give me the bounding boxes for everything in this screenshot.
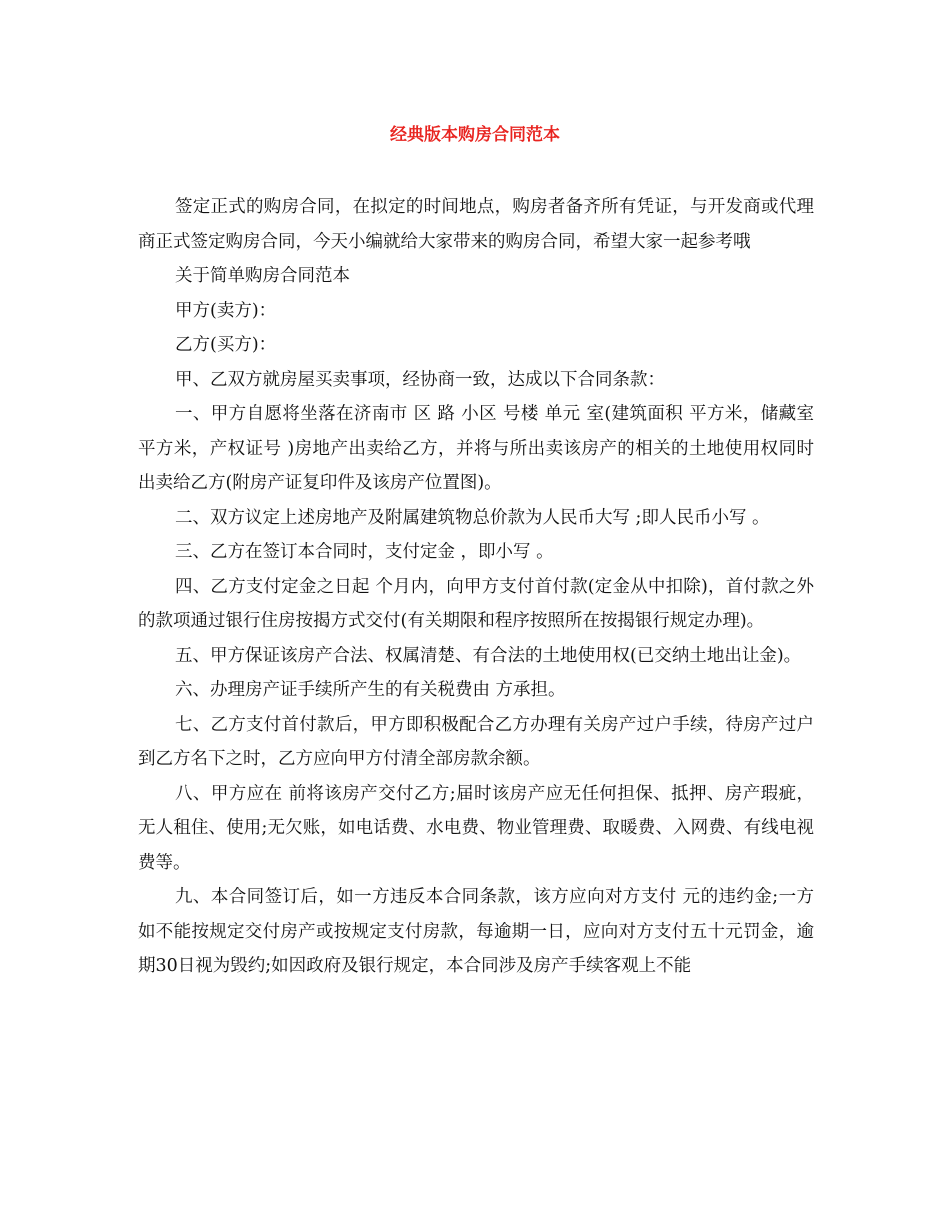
party-a-line: 甲方(卖方)： — [175, 300, 277, 321]
agreement-preamble: 甲、乙双方就房屋买卖事项，经协商一致，达成以下合同条款： — [175, 369, 665, 390]
clause-3: 三、乙方在签订本合同时，支付定金 ，即小写 。 — [175, 542, 554, 562]
intro-paragraph: 签定正式的购房合同，在拟定的时间地点，购房者备齐所有凭证，与开发商或代理商正式签定购房合同，今天小编就给大家带来的购房合同，希望大家一起参考哦 — [138, 197, 814, 252]
clause-1: 一、甲方自愿将坐落在济南市 区 路 小区 号楼 单元 室(建筑面积 平方米，储藏室 平方米，产权证号 )房地产出卖给乙方，并将与所出卖该房产的相关的土地使用权同时出卖给乙方(附房产证复印件及该房产位置图)。 — [138, 404, 820, 493]
clause-7: 七、乙方支付首付款后，甲方即积极配合乙方办理有关房产过户手续，待房产过户到乙方名下之时，乙方应向甲方付清全部房款余额。 — [138, 714, 814, 769]
document-body — [138, 190, 820, 984]
clause-6: 六、办理房产证手续所产生的有关税费由 方承担。 — [175, 680, 566, 700]
clause-5: 五、甲方保证该房产合法、权属清楚、有合法的土地使用权(已交纳土地出让金)。 — [175, 645, 802, 666]
section-heading: 关于简单购房合同范本 — [175, 266, 350, 286]
document-title: 经典版本购房合同范本 — [390, 125, 560, 145]
clause-4: 四、乙方支付定金之日起 个月内，向甲方支付首付款(定金从中扣除)，首付款之外的款项通过银行住房按揭方式交付(有关期限和程序按照所在按揭银行规定办理)。 — [138, 576, 814, 631]
party-b-line: 乙方(买方)： — [175, 335, 277, 355]
clause-2: 二、双方议定上述房地产及附属建筑物总价款为人民币大写 ;即人民币小写 。 — [175, 507, 770, 528]
clause-9: 九、本合同签订后，如一方违反本合同条款，该方应向对方支付 元的违约金;一方如不能按规定交付房产或按规定支付房款，每逾期一日，应向对方支付五十元罚金，逾期30日视为毁约;如因政府及银行规定，本合同涉及房产手续客观上不能 — [138, 887, 814, 976]
clause-8: 八、甲方应在 前将该房产交付乙方;届时该房产应无任何担保、抵押、房产瑕疵，无人租住、使用;无欠账，如电话费、水电费、物业管理费、取暖费、入网费、有线电视费等。 — [138, 783, 814, 873]
